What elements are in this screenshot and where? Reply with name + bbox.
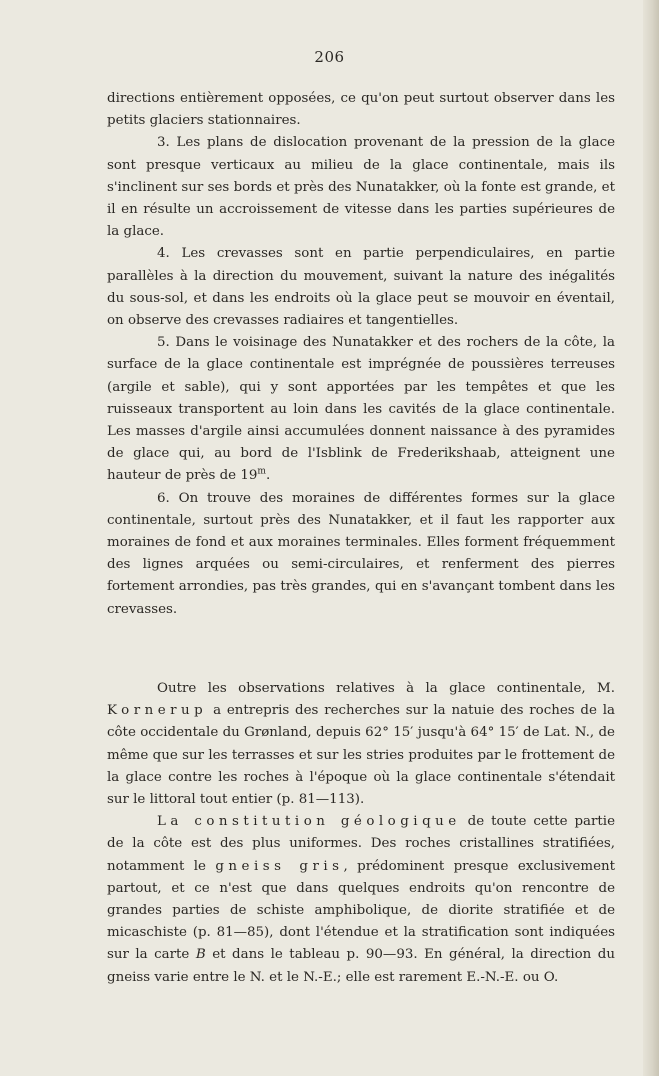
superscript-unit: m bbox=[257, 466, 266, 477]
page-edge-shadow bbox=[643, 0, 659, 1076]
map-reference: B bbox=[195, 947, 206, 963]
paragraph-geology-a: de toute cette partie de la côte est des plus uniformes. Des roches cristallines stratifiées, notamment le bbox=[107, 814, 616, 874]
page-number: 206 bbox=[314, 48, 345, 66]
paragraph-kornerup-intro: Outre les observations relatives à la glace continentale, M. bbox=[157, 681, 615, 696]
paragraph-6: 6. On trouve des moraines de différentes formes sur la glace continentale, surtout près des Nunatakker, et il faut les rapporter aux moraines de fond et aux moraines terminales. Elles forment fréquemment des lignes arquées ou semi-circulaires, et renferment des pierres fortement arrondies, pas très grandes, qui en s'avançant tombent dans les crevasses. bbox=[107, 490, 615, 617]
paragraph-4: 4. Les crevasses sont en partie perpendiculaires, en partie parallèles à la direction du mouvement, suivant la nature des inégalités du sous-sol, et dans les endroits où la glace peut se mouvoir en éventail, on observe des crevasses radiaires et tangentielles. bbox=[107, 246, 615, 329]
paragraph-kornerup-body: a entrepris des recherches sur la natuie des roches de la côte occidentale du Grønland, depuis 62° 15′ jusqu'à 64° 15′ de Lat. N., de même que sur les terrasses et sur les stries produites par le frottement de la glace contre les roches à l'époque où la glace continentale s'étendait sur le littoral tout entier (p. 81—113). bbox=[107, 703, 615, 808]
paragraph-5-text: 5. Dans le voisinage des Nunatakker et des rochers de la côte, la surface de la glace continentale est imprégnée de poussières terreuses (argile et sable), qui y sont apportées par les tempêtes et que les ruisseaux transportent au loin dans les cavités de la glace continentale. Les masses d'argile ainsi accumulées donnent naissance à des pyramides de glace qui, au bord de l'Isblink de Frederikshaab, atteignent une hauteur de près de 19 bbox=[107, 335, 615, 484]
paragraph-5 bbox=[107, 332, 615, 487]
paragraph-kornerup bbox=[107, 678, 615, 811]
paragraph-5-end: . bbox=[265, 468, 271, 484]
paragraph-3: 3. Les plans de dislocation provenant de la pression de la glace sont presque verticaux au milieu de la glace continentale, mais ils s'inclinent sur ses bords et près des Nunatakker, où la fonte est grande, et il en résulte un accroissement de vitesse dans les parties supérieures de la glace. bbox=[107, 135, 615, 240]
text-block-section-1 bbox=[107, 88, 615, 621]
text-block-section-2 bbox=[107, 678, 615, 989]
term-gneiss: gneiss gris bbox=[215, 858, 344, 874]
paragraph-geology-c: et dans le tableau p. 90—93. En général, la direction du gneiss varie entre le N. et le N.-E.; elle est rarement E.-N.-E. ou O. bbox=[107, 947, 615, 985]
author-name: Kornerup bbox=[107, 703, 208, 719]
paragraph-geology-b: , prédominent presque exclusivement partout, et ce n'est que dans quelques endroits qu'on rencontre de grandes parties de schiste amphibolique, de diorite stratifiée et de micaschiste (p. 81—85), dont l'étendue et la stratification sont indiquées sur la carte bbox=[107, 858, 616, 963]
paragraph-continuation: directions entièrement opposées, ce qu'on peut surtout observer dans les petits glaciers stationnaires. bbox=[107, 91, 615, 129]
term-constitution: La constitution géologique bbox=[157, 814, 461, 830]
paragraph-geology bbox=[107, 811, 615, 989]
